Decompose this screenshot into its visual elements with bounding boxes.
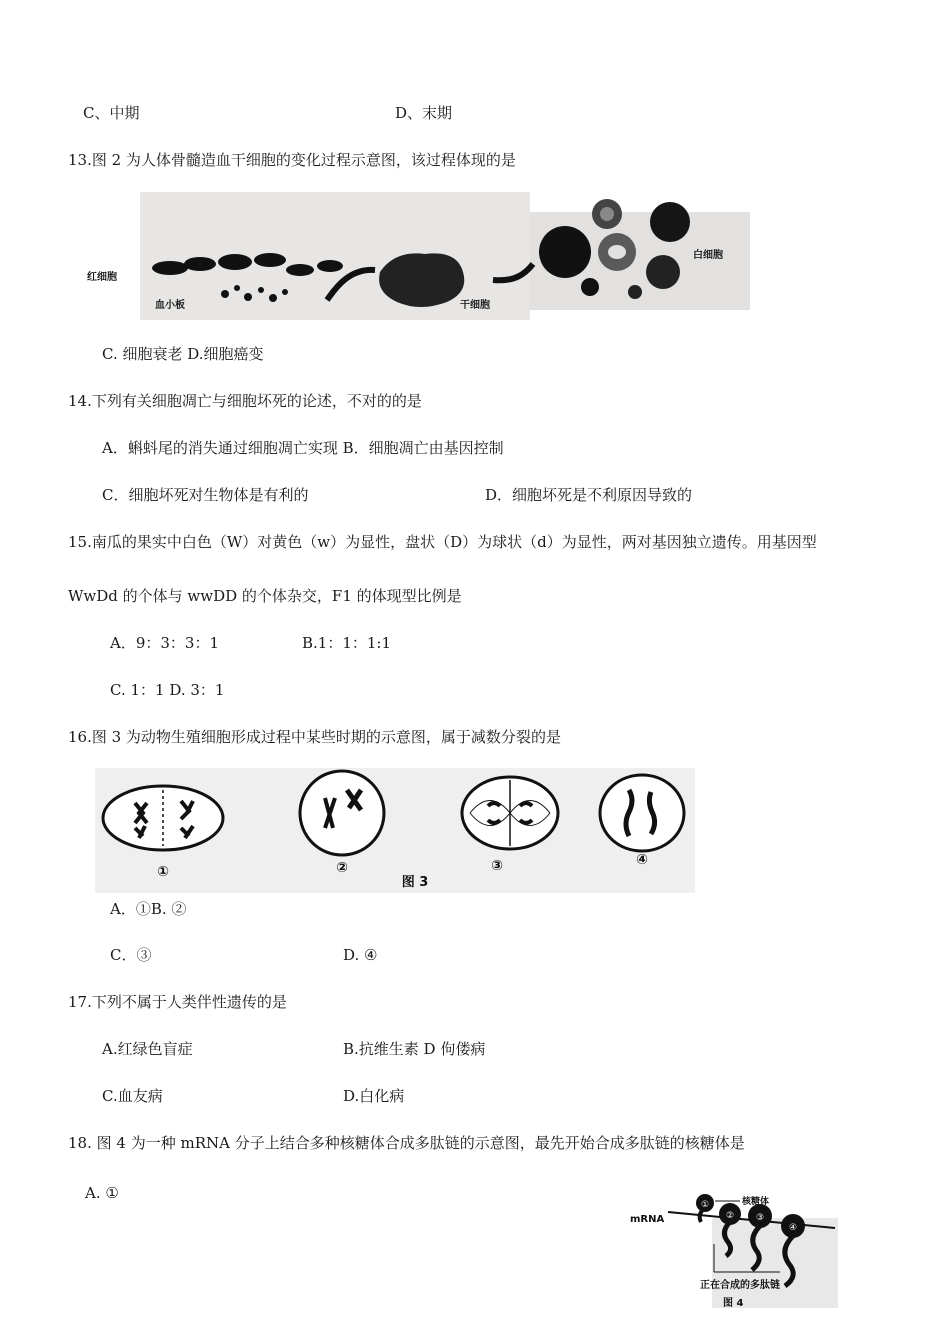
q18-stem: 18. 图 4 为一种 mRNA 分子上结合多种核糖体合成多肽链的示意图，最先开始合成多肽链的核糖体是 xyxy=(68,1134,745,1152)
ribosome-num-4: ④ xyxy=(788,1223,798,1233)
figure-3-cell-division xyxy=(95,768,695,893)
label-platelet: 血小板 xyxy=(155,300,185,311)
figure-4-caption: 图 4 xyxy=(723,1298,744,1308)
figure-2-blood-cells xyxy=(85,192,750,322)
q14-options-ab: A．蝌蚪尾的消失通过细胞凋亡实现 B．细胞凋亡由基因控制 xyxy=(102,439,504,457)
cell-label-3: ③ xyxy=(491,858,503,874)
label-polypeptide: 正在合成的多肽链 xyxy=(700,1280,780,1291)
q18-option-a: A. ① xyxy=(85,1184,119,1202)
q12-option-c: C、中期 xyxy=(83,104,140,122)
q16-stem: 16.图 3 为动物生殖细胞形成过程中某些时期的示意图，属于减数分裂的是 xyxy=(68,728,561,746)
q13-options: C. 细胞衰老 D.细胞癌变 xyxy=(102,345,264,363)
figure-4-ribosomes xyxy=(630,1188,838,1308)
label-stem-cell: 干细胞 xyxy=(460,300,490,311)
q14-option-c: C．细胞坏死对生物体是有利的 xyxy=(102,486,309,504)
q15-stem-line1: 15.南瓜的果实中白色（W）对黄色（w）为显性，盘状（D）为球状（d）为显性，两对基因独立遗传。用基因型 xyxy=(68,533,817,551)
q17-option-d: D.白化病 xyxy=(343,1087,405,1105)
figure-3-caption: 图 3 xyxy=(401,875,429,890)
ribosome-num-1: ① xyxy=(700,1200,710,1210)
q17-option-b: B.抗维生素 D 佝偻病 xyxy=(343,1040,486,1058)
label-white-blood-cell: 白细胞 xyxy=(693,250,723,261)
q15-stem-line2: WwDd 的个体与 wwDD 的个体杂交，F1 的体现型比例是 xyxy=(68,587,462,605)
q15-options-cd: C. 1：1 D. 3：1 xyxy=(110,681,225,699)
ribosome-num-3: ③ xyxy=(755,1213,765,1223)
cell-label-2: ② xyxy=(336,860,348,876)
cell-division-drawing xyxy=(95,768,695,893)
q12-option-d: D、末期 xyxy=(395,104,453,122)
q15-option-a: A．9：3：3：1 xyxy=(110,634,220,652)
label-mrna: mRNA xyxy=(630,1214,665,1225)
label-ribosome: 核糖体 xyxy=(742,1197,770,1207)
q16-option-c: C．③ xyxy=(110,946,152,964)
cell-label-1: ① xyxy=(157,864,169,880)
q14-option-d: D．细胞坏死是不利原因导致的 xyxy=(485,486,693,504)
label-red-blood-cell: 红细胞 xyxy=(87,272,117,283)
q15-option-b: B.1：1：1:1 xyxy=(302,634,392,652)
q14-stem: 14.下列有关细胞凋亡与细胞坏死的论述，不对的的是 xyxy=(68,392,422,410)
q17-option-c: C.血友病 xyxy=(102,1087,163,1105)
q16-option-d: D. ④ xyxy=(343,946,378,964)
cell-label-4: ④ xyxy=(636,852,648,868)
ribosome-num-2: ② xyxy=(725,1211,735,1221)
q17-stem: 17.下列不属于人类伴性遗传的是 xyxy=(68,993,287,1011)
q16-options-ab: A．①B. ② xyxy=(110,900,187,918)
q13-stem: 13.图 2 为人体骨髓造血干细胞的变化过程示意图，该过程体现的是 xyxy=(68,151,516,169)
q17-option-a: A.红绿色盲症 xyxy=(102,1040,193,1058)
